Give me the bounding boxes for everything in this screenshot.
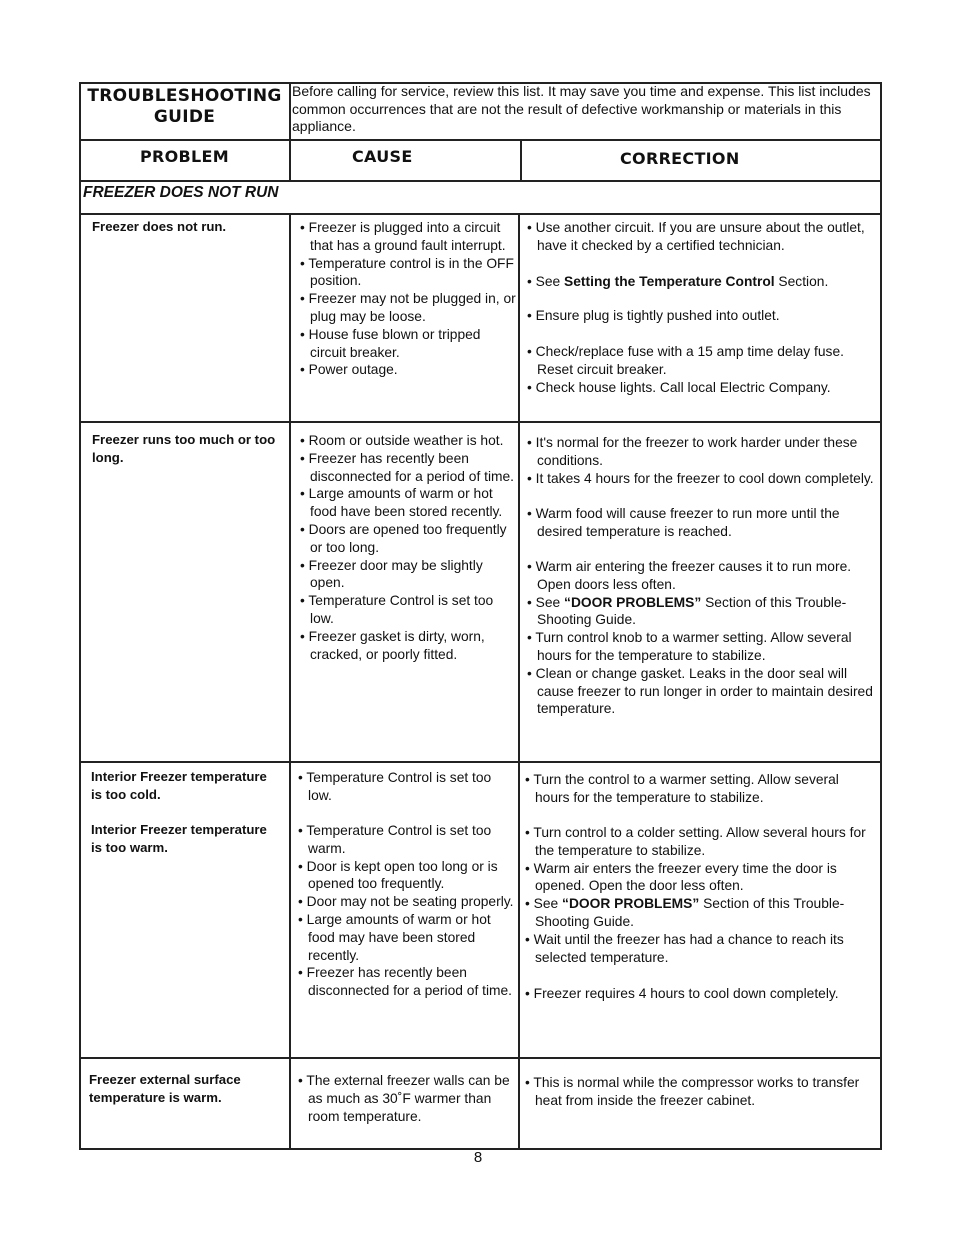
cause-item: • Freezer may not be plugged in, or plug may be loose. [300,291,516,324]
intro-text: Before calling for service, review this list. It may save you time and expense. This list includes common occurrences that are not the result of defective workmanship or materials in this appliance. [292,83,871,134]
problem-cell: Interior Freezer temperature is too cold. [91,769,267,802]
correction-cell [527,434,879,718]
border-row4-bottom [79,1057,882,1059]
correction-item: • Warm air enters the freezer every time the door is opened. Open the door less often. [525,860,837,894]
cause-cell [300,432,518,663]
correction-item: • Use another circuit. If you are unsure about the outlet, have it checked by a certified technician. [527,220,865,253]
problem-cell: Freezer does not run. [92,219,227,234]
cause-item: • Freezer door may be slightly open. [300,557,483,591]
border-body-div1 [289,214,291,1150]
cause-cell [298,1072,516,1125]
border-header-bottom [79,139,882,141]
correction-item: • It takes 4 hours for the freezer to cool down completely. [527,470,874,486]
cause-item: • Doors are opened too frequently or too long. [300,521,507,555]
cause-item: • Freezer gasket is dirty, worn, cracked, or poorly fitted. [300,628,485,662]
correction-cell [525,1074,877,1110]
cause-item: • Temperature Control is set too low. [298,770,492,803]
correction-item: • Warm food will cause freezer to run more until the desired temperature is reached. [527,506,840,540]
problem-cell: Freezer external surface temperature is warm. [89,1072,241,1105]
border-right [880,82,882,1150]
problem-cell: Interior Freezer temperature is too warm. [91,822,267,855]
correction-item: • Ensure plug is tightly pushed into outlet. [527,308,780,324]
correction-cell [527,219,877,397]
correction-item: • See Setting the Temperature Control Section. [527,273,829,289]
cause-item: • Temperature Control is set too warm. [298,823,492,856]
border-row2-bottom [79,761,882,763]
correction-item: • Freezer requires 4 hours to cool down completely. [525,986,839,1002]
cause-item: • Large amounts of warm or hot food have been stored recently. [300,486,503,520]
correction-item: • Clean or change gasket. Leaks in the door seal will cause freezer to run longer in order to maintain desired temperature. [527,665,873,717]
cause-item: • House fuse blown or tripped circuit breaker. [300,326,481,360]
cause-item: • Temperature control is in the OFF position. [300,255,514,289]
cause-cell [298,822,516,1000]
page-number: 8 [473,1149,483,1166]
cause-item: • Room or outside weather is hot. [300,433,504,448]
border-colhead-div1 [289,140,291,181]
cause-item: • The external freezer walls can be as much as 30˚F warmer than room temperature. [298,1073,510,1124]
correction-item: • Warm air entering the freezer causes it to run more. Open doors less often. [527,558,852,592]
column-heading-problem: PROBLEM [140,147,229,166]
cause-item: • Door may not be seating properly. [298,894,514,910]
correction-item: • Turn the control to a warmer setting. Allow several hours for the temperature to stabilize. [525,772,839,805]
correction-item: • This is normal while the compressor works to transfer heat from inside the freezer cabinet. [525,1075,860,1108]
cause-item: • Freezer has recently been disconnected for a period of time. [300,450,515,484]
correction-item: • Check/replace fuse with a 15 amp time delay fuse. Reset circuit breaker. [527,344,844,377]
border-left [79,82,81,1150]
cause-cell [298,769,516,805]
correction-item: • Turn control to a colder setting. Allow several hours for the temperature to stabilize. [525,825,866,858]
border-header-divider [289,82,291,140]
correction-cell [525,771,877,807]
cause-item: • Power outage. [300,362,398,378]
correction-item: • See “DOOR PROBLEMS” Section of this Trouble-Shooting Guide. [527,594,847,628]
correction-item: • See “DOOR PROBLEMS” Section of this Trouble-Shooting Guide. [525,896,845,929]
cause-item: • Freezer has recently been disconnected for a period of time. [298,965,513,999]
border-colhead-div2 [520,140,522,181]
guide-title-line2: GUIDE [153,107,216,127]
border-row1-bottom [79,421,882,423]
correction-item: • Wait until the freezer has had a chance to reach its selected temperature. [525,931,844,965]
border-section-bottom [79,213,882,215]
correction-item: • Turn control knob to a warmer setting. Allow several hours for the temperature to stabilize. [527,630,852,663]
guide-title [80,86,289,128]
cause-item: • Freezer is plugged into a circuit that has a ground fault interrupt. [300,220,506,253]
column-heading-correction: CORRECTION [620,149,740,168]
correction-item: • It's normal for the freezer to work harder under these conditions. [527,435,858,468]
cause-item: • Door is kept open too long or is opened too frequently. [298,858,498,892]
problem-cell: Freezer runs too much or too long. [92,432,276,465]
cause-item: • Large amounts of warm or hot food may have been stored recently. [298,911,491,963]
cause-item: • Temperature Control is set too low. [300,593,494,626]
border-body-div2 [518,214,520,1150]
column-heading-cause: CAUSE [352,147,413,166]
section-title: FREEZER DOES NOT RUN [83,184,279,201]
correction-item: • Check house lights. Call local Electric Company. [527,379,831,395]
correction-cell [525,824,877,1003]
cause-cell [300,219,518,379]
guide-title-line1: TROUBLESHOOTING [87,86,282,106]
border-colhead-bottom [79,180,882,182]
